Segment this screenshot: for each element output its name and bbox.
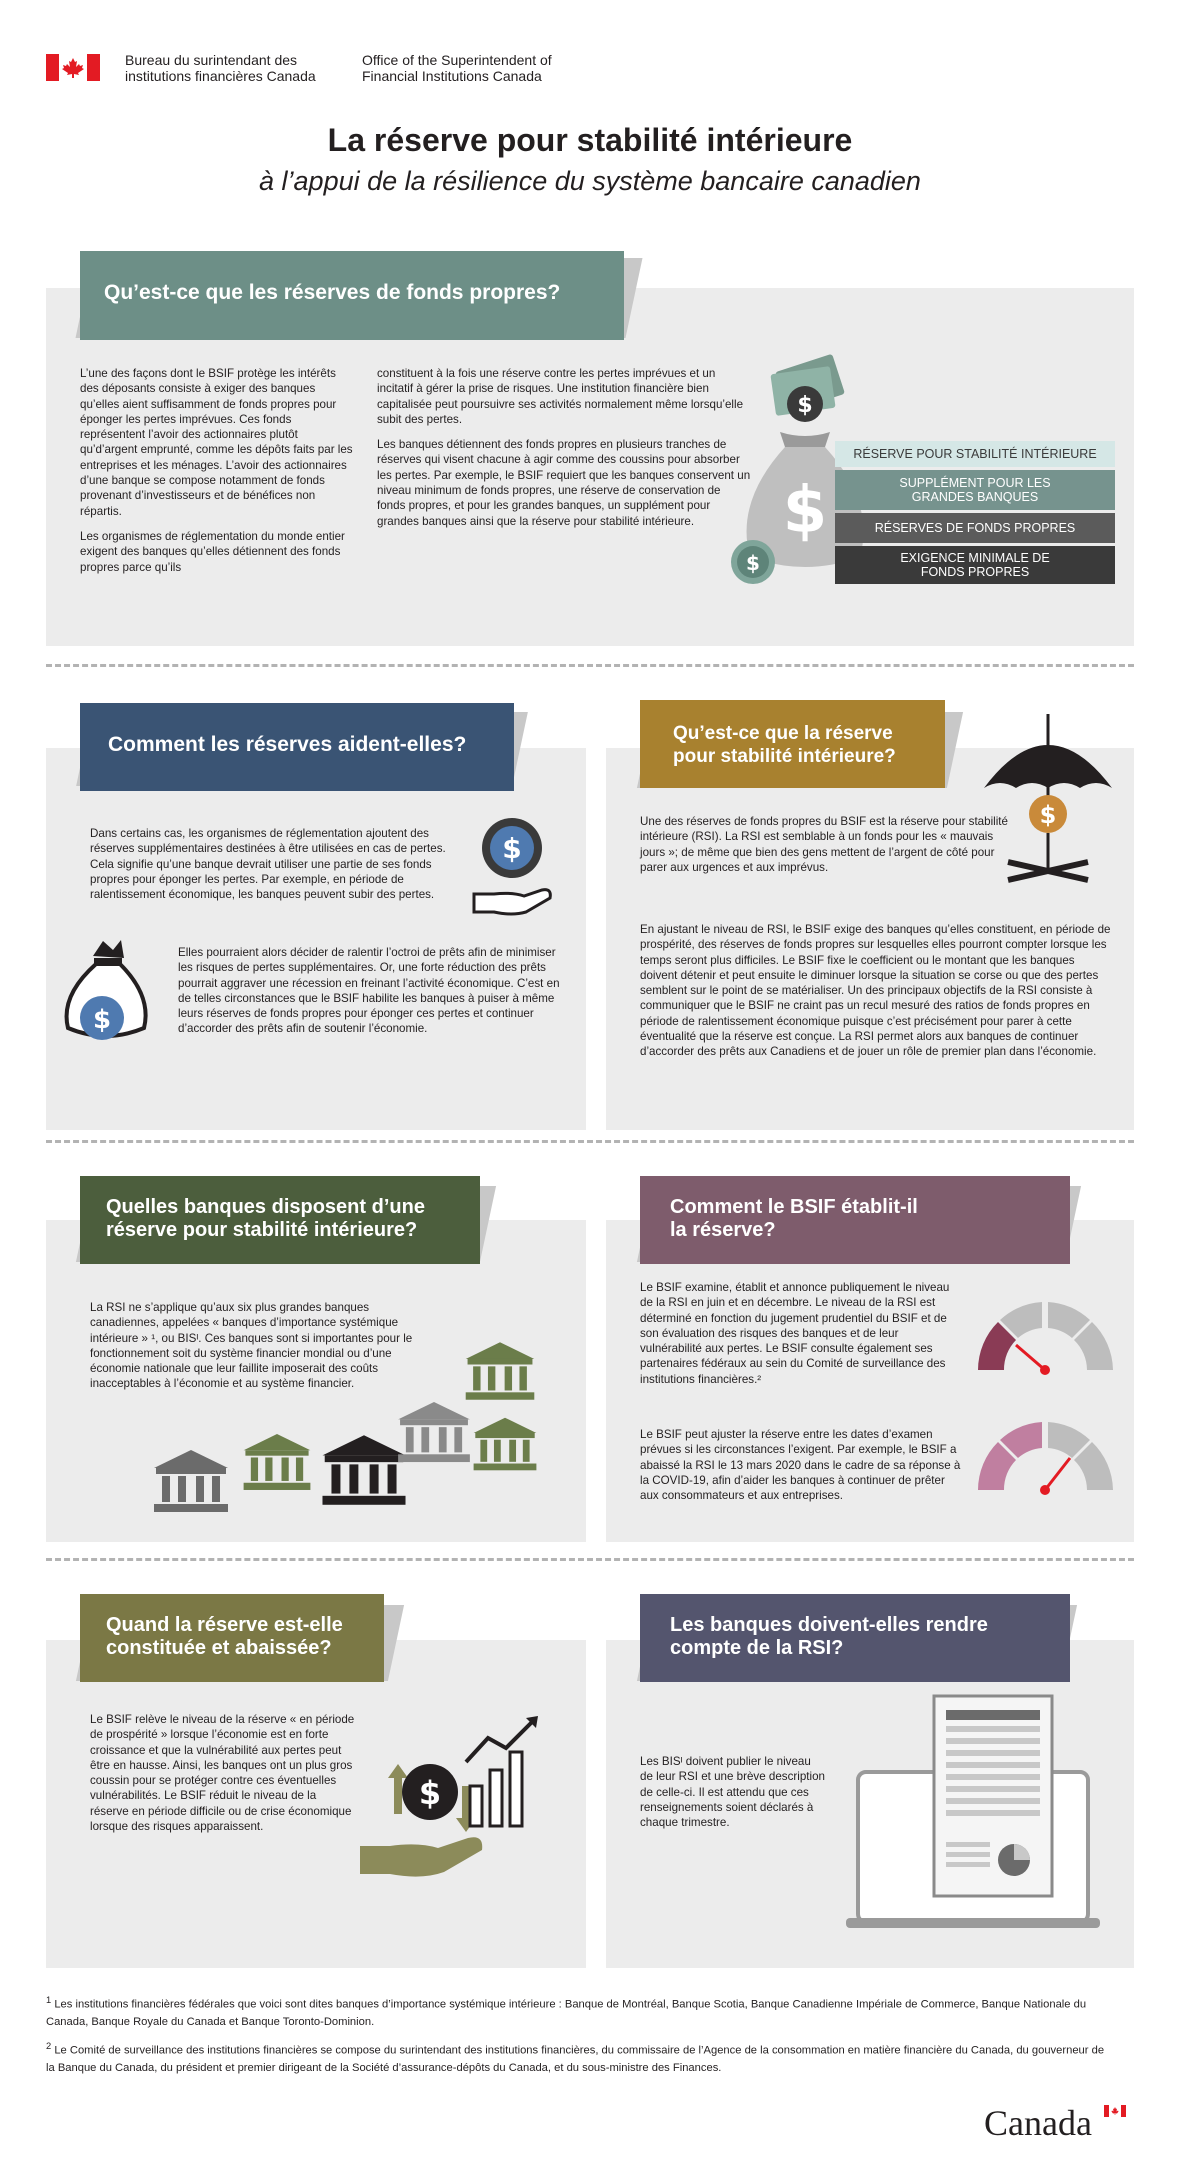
bank-building-icon: [470, 1416, 540, 1472]
section3-header: [640, 700, 945, 788]
section5-title-line1: Comment le BSIF établit-il: [670, 1196, 918, 1218]
report-document-icon: [838, 1692, 1108, 1934]
section4-header: [80, 1176, 480, 1264]
svg-text:$: $: [746, 551, 760, 575]
agency-en-line1: Office of the Superintendent of: [362, 52, 552, 68]
legend-dsb: [835, 441, 1115, 467]
agency-fr-line1: Bureau du surintendant des: [125, 52, 298, 68]
section6-title-line2: constituée et abaissée?: [106, 1637, 332, 1659]
footnote-1: [46, 1992, 1106, 2031]
section6-header: [80, 1594, 384, 1682]
footnote-1-text: Les institutions financières fédérales que voici sont dites banques d’importance systémique intérieure : Banque de Montréal, Banque Scotia, Banque Canadienne Impériale de Commerce, Banque Nationale du Canada, Banque Royale du Canada et Banque Toronto-Dominion.: [46, 1998, 1087, 2028]
section5-p1: Le BSIF examine, établit et annonce publiquement le niveau de la RSI en juin et en décembre. Le niveau de la RSI est déterminé en fonction du jugement prudentiel du BSIF et de son évaluation des risques des banques et de leur vulnérabilité aux pertes. Le BSIF consulte également ses partenaires fédéraux au sein du Comité de surveillance des institutions financières.²: [640, 1281, 950, 1386]
gauge-icon: [968, 1290, 1123, 1385]
section1-header: [80, 251, 624, 340]
section2-p1: Dans certains cas, les organismes de réglementation ajoutent des réserves supplémentaires destinées à être utilisées en cas de pertes. Cela signifie qu’une banque devrait utiliser une partie de ses fonds propres pour éponger les pertes. Par exemple, en période de ralentissement économique, les banques peuvent subir des pertes.: [90, 827, 446, 902]
svg-text:$: $: [1039, 801, 1057, 829]
canada-flag-icon: [46, 54, 100, 81]
section1-col2-p1: constituent à la fois une réserve contre les pertes imprévues et un incitatif à gérer la prise de risques. Une institution financière bien capitalisée peut poursuivre ses activités normalement même lorsqu’elle subit des pertes.: [377, 367, 744, 426]
section4-title-line1: Quelles banques disposent d’une: [106, 1196, 425, 1218]
section3-p1: Une des réserves de fonds propres du BSIF est la réserve pour stabilité intérieure (RSI). La RSI est semblable à un fonds pour les « mauvais jours »; de même que bien des gens mettent de l’argent de côté pour parer aux urgences et aux imprévus.: [640, 815, 1008, 874]
money-bag-icon-2: [58, 936, 153, 1046]
legend-minimum-label: EXIGENCE MINIMALE DE FONDS PROPRES: [900, 551, 1050, 579]
section4-title-line2: réserve pour stabilité intérieure?: [106, 1219, 418, 1241]
gauge-icon: [968, 1410, 1123, 1505]
section5-header: [640, 1176, 1070, 1264]
legend-buffers: [835, 513, 1115, 543]
section3-title-line1: Qu’est-ce que la réserve: [673, 723, 893, 744]
section6-title-line1: Quand la réserve est-elle: [106, 1614, 343, 1636]
agency-name-en: [362, 52, 552, 84]
divider-1: [46, 664, 1134, 667]
section5-title-line2: la réserve?: [670, 1219, 776, 1241]
section1-title: Qu’est-ce que les réserves de fonds propres?: [104, 281, 561, 304]
section2-title: Comment les réserves aident-elles?: [108, 733, 467, 756]
bank-building-icon: [462, 1340, 538, 1402]
footnote-2: [46, 2038, 1106, 2077]
svg-text:$: $: [92, 1005, 112, 1035]
svg-text:$: $: [502, 832, 522, 865]
section7-title-line2: compte de la RSI?: [670, 1637, 844, 1659]
footnote-2-mark: 2: [46, 2041, 52, 2051]
agency-en-line2: Financial Institutions Canada: [362, 68, 542, 84]
section7-title-line1: Les banques doivent-elles rendre: [670, 1614, 988, 1636]
section4-p1: La RSI ne s’applique qu’aux six plus grandes banques canadiennes, appelées « banques d’importance systémique intérieure » ¹, ou BISᴵ. Ces banques sont si importantes pour le fonctionnement soit du système financier mondial ou d’une économie nationale que leur faillite imposerait des coûts inacceptables à l’économie et au système financier.: [90, 1301, 413, 1391]
hand-coin-icon: [472, 812, 560, 922]
agency-name-fr: [125, 52, 316, 84]
bank-building-icon: [240, 1432, 314, 1492]
footnote-2-text: Le Comité de surveillance des institutions financières se compose du surintendant des institutions financières, du commissaire de l’Agence de la consommation en matière financière du Canada, du gouverneur de la Banque du Canada, du président et premier dirigeant de la Société d’assurance-dépôts du Canada, et du sous-ministre des Finances.: [46, 2044, 1105, 2074]
bank-building-icon: [150, 1448, 232, 1514]
section3-title-line2: pour stabilité intérieure?: [673, 746, 896, 767]
growth-chart-icon: [358, 1714, 548, 1886]
section2-header: [80, 703, 514, 791]
section1-col1-p1: L’une des façons dont le BSIF protège les intérêts des déposants consiste à exiger des banques qu’elles aient suffisamment de fonds propres pour éponger les pertes imprévues. Ces fonds représentent l’avoir des actionnaires plutôt qu’d’argent emprunté, comme les dépôts faits par les entreprises et les ménages. L’avoir des actionnaires d’une banque se compose notamment de fonds provenant d’investisseurs et de bénéfices non répartis.: [80, 367, 353, 518]
section7-header: [640, 1594, 1070, 1682]
legend-minimum: [835, 546, 1115, 584]
canada-wordmark: [984, 2102, 1134, 2150]
section1-col2: [377, 366, 752, 539]
divider-3: [46, 1558, 1134, 1561]
divider-2: [46, 1140, 1134, 1143]
agency-fr-line2: institutions financières Canada: [125, 68, 316, 84]
svg-text:$: $: [782, 474, 828, 548]
svg-text:$: $: [418, 1774, 442, 1812]
legend-buffers-label: RÉSERVES DE FONDS PROPRES: [874, 521, 1076, 535]
canada-wordmark-text: Canada: [984, 2103, 1092, 2143]
section1-col1: [80, 366, 356, 585]
page-subtitle: à l’appui de la résilience du système bancaire canadien: [259, 166, 921, 196]
section7-p1: Les BISᴵ doivent publier le niveau de leur RSI et une brève description de celle-ci. Il est attendu que ces renseignements soient déclarés à chaque trimestre.: [640, 1755, 825, 1830]
section2-p2: Elles pourraient alors décider de ralentir l’octroi de prêts afin de minimiser les risques de pertes supplémentaires. Or, une forte réduction des prêts pourrait aggraver une récession en freinant l’activité économique. C’est en de telles circonstances que le BSIF habilite les banques à puiser à même leurs réserves de fonds propres pour éponger ces pertes et continuer d’accorder des prêts afin de soutenir l’économie.: [178, 946, 560, 1036]
legend-large-bank: [835, 470, 1115, 510]
canada-wordmark-flag-icon: [1104, 2104, 1126, 2122]
legend-large-bank-label: SUPPLÉMENT POUR LES GRANDES BANQUES: [899, 476, 1051, 504]
page-title: La réserve pour stabilité intérieure: [327, 122, 853, 158]
section5-p2: Le BSIF peut ajuster la réserve entre les dates d’examen prévues si les circonstances l’exigent. Par exemple, le BSIF a abaissé la RSI le 13 mars 2020 dans le cadre de sa réponse à la COVID-19, afin d’aider les banques à continuer de prêter aux consommateurs et aux entreprises.: [640, 1428, 961, 1503]
section1-col2-p2: Les banques détiennent des fonds propres en plusieurs tranches de réserves qui visent chacune à agir comme des coussins pour absorber les pertes. Par exemple, le BSIF requiert que les banques conservent un niveau minimum de fonds propres, une réserve de conservation de fonds propres, et pour les grandes banques, un supplément pour grandes banques ainsi que la réserve pour stabilité intérieure.: [377, 438, 751, 528]
footnote-1-mark: 1: [46, 1995, 52, 2005]
svg-text:$: $: [797, 393, 813, 418]
section1-col1-p2: Les organismes de réglementation du monde entier exigent des banques qu’elles détiennent des fonds propres parce qu’ils: [80, 529, 345, 574]
section6-p1: Le BSIF relève le niveau de la réserve « en période de prospérité » lorsque l’économie est en forte croissance et que la vulnérabilité aux pertes peut être en hausse. Ainsi, les banques ont un plus gros coussin pour se protéger contre ces éventuelles vulnérabilités. Le BSIF réduit le niveau de la réserve en période difficile ou de crise économique lorsque des risques apparaissent.: [90, 1713, 355, 1834]
legend-dsb-label: RÉSERVE POUR STABILITÉ INTÉRIEURE: [853, 447, 1097, 461]
section3-p2: En ajustant le niveau de RSI, le BSIF exige des banques qu’elles constituent, en période de prospérité, des réserves de fonds propres sur lesquelles elles pourront compter lorsque les temps seront plus difficiles. Le BSIF fixe le coefficient ou le montant que les banques doivent détenir et peut ensuite le diminuer lorsque la situation se corse ou que des pertes semblent sur le point de se matérialiser. Un des principaux objectifs de la RSI consiste à communiquer que le BSIF ne craint pas un recul mesuré des ratios de fonds propres en période de ralentissement économique puisque c’est précisément pour parer à cette éventualité que la réserve est conçue. La RSI permet alors aux banques de continuer d’accorder des prêts aux Canadiens et de jouer un rôle de premier plan dans l’économie.: [640, 923, 1111, 1059]
bank-building-icon: [394, 1400, 474, 1464]
